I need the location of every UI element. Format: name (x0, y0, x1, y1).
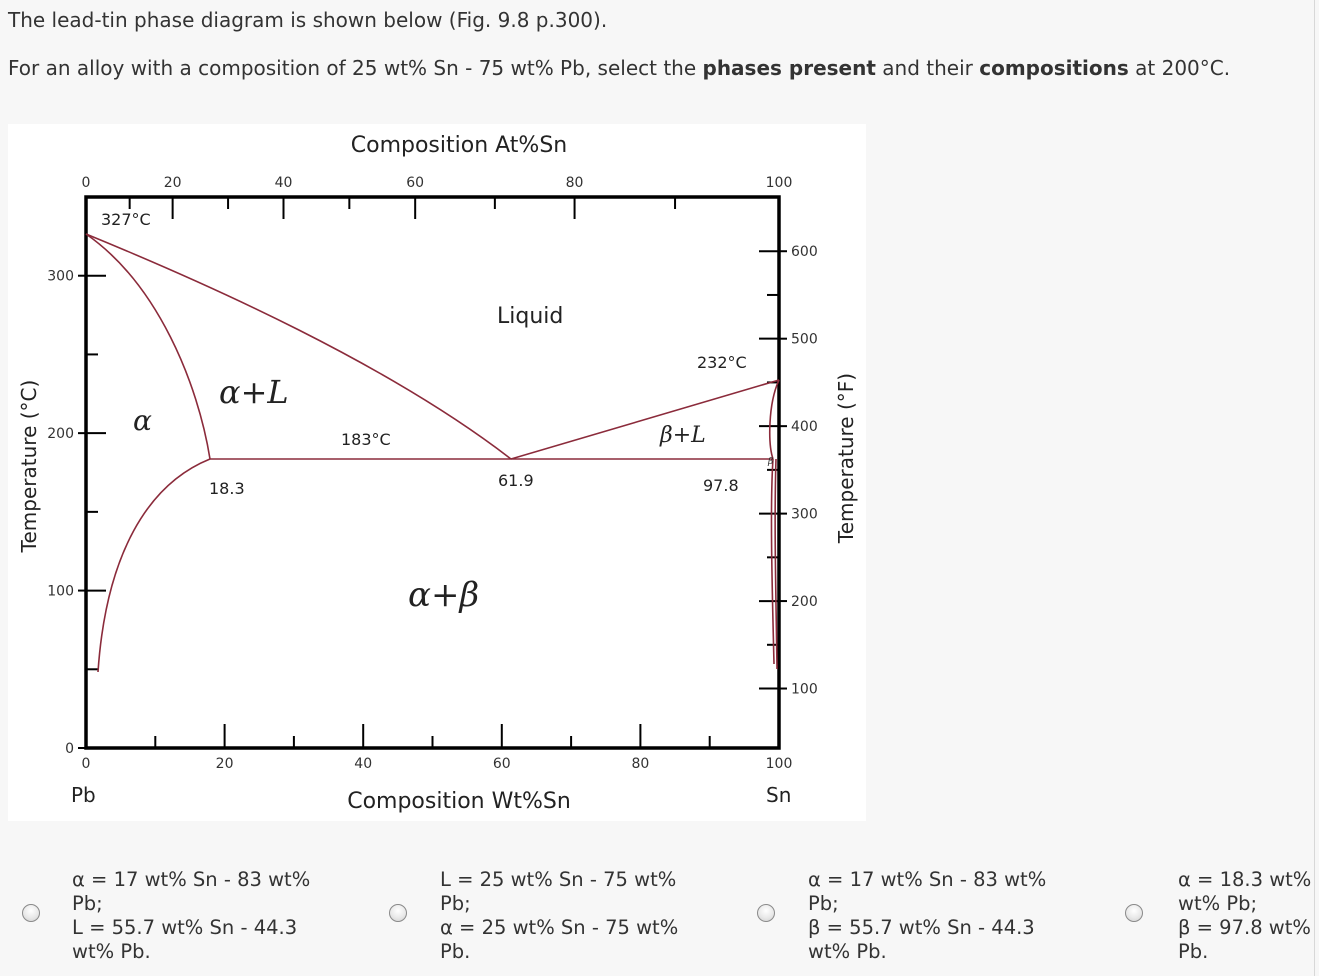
right-tick-label: 500 (791, 331, 818, 348)
alpha-max-solubility: 18.3 (209, 479, 245, 498)
right-tick-label: 600 (791, 244, 818, 261)
left-axis-title: Temperature (°C) (17, 379, 41, 553)
top-tick-label: 60 (406, 175, 425, 191)
sn-label: Sn (766, 783, 792, 807)
option-4-radio[interactable] (1125, 904, 1143, 922)
option-4-text: α = 18.3 wt% wt% Pb; β = 97.8 wt% Pb. (1178, 868, 1312, 963)
question-text-c: at 200°C. (1128, 56, 1231, 80)
left-tick-label: 300 (47, 268, 74, 285)
question-line-1: The lead-tin phase diagram is shown below (Fig. 9.8 p.300). (8, 8, 608, 32)
sn-melting-temp: 232°C (697, 353, 747, 372)
phases-present-emphasis: phases present (702, 56, 876, 80)
bottom-tick-label: 100 (765, 756, 793, 772)
phase-diagram-svg (8, 124, 866, 821)
axis-ticks (47, 175, 817, 772)
option-3-text: α = 17 wt% Sn - 83 wt% Pb; β = 55.7 wt% Sn - 44.3 wt% Pb. (808, 868, 1047, 963)
region-liquid: Liquid (497, 304, 564, 329)
eutectic-temperature: 183°C (341, 430, 391, 449)
solvus-beta (771, 459, 774, 664)
question-line-2 (8, 56, 1230, 80)
question-text-a: For an alloy with a composition of 25 wt% Sn - 75 wt% Pb, select the (8, 56, 703, 80)
region-beta: β (768, 457, 774, 467)
right-tick-label: 100 (791, 681, 818, 698)
option-1-text: α = 17 wt% Sn - 83 wt% Pb; L = 55.7 wt% Sn - 44.3 wt% Pb. (72, 868, 311, 963)
left-tick-label: 200 (47, 426, 74, 443)
option-2-text: L = 25 wt% Sn - 75 wt% Pb; α = 25 wt% Sn - 75 wt% Pb. (440, 868, 679, 963)
right-tick-label: 300 (791, 506, 818, 523)
top-tick-label: 40 (274, 175, 293, 191)
top-tick-label: 20 (163, 175, 182, 191)
right-tick-label: 200 (791, 594, 818, 611)
right-axis-title: Temperature (°F) (834, 372, 858, 544)
pb-label: Pb (71, 783, 96, 807)
eutectic-composition: 61.9 (498, 471, 534, 490)
phase-diagram-figure (8, 124, 866, 821)
pb-melting-temp: 327°C (101, 210, 151, 229)
region-alpha: α (133, 404, 152, 437)
top-axis-title: Composition At%Sn (350, 133, 568, 158)
region-beta-plus-liquid: β+L (660, 423, 706, 448)
top-tick-label: 80 (565, 175, 584, 191)
region-alpha-plus-liquid: α+L (219, 373, 289, 411)
plot-frame (86, 197, 779, 748)
bottom-tick-label: 20 (215, 756, 234, 772)
bottom-tick-label: 40 (354, 756, 373, 772)
left-tick-label: 100 (47, 583, 74, 600)
top-tick-label: 0 (81, 175, 91, 191)
top-tick-label: 100 (765, 175, 793, 191)
region-alpha-plus-beta: α+β (408, 575, 480, 615)
liquidus-right (511, 380, 779, 459)
right-tick-label: 400 (791, 419, 818, 436)
beta-max-solubility: 97.8 (703, 476, 739, 495)
solvus-beta-inner (775, 459, 777, 669)
bottom-tick-label: 60 (492, 756, 511, 772)
panel-divider (1314, 0, 1315, 976)
solvus-alpha (98, 459, 210, 672)
option-3-radio[interactable] (757, 904, 775, 922)
bottom-tick-label: 0 (81, 756, 91, 772)
option-1-radio[interactable] (22, 904, 40, 922)
left-tick-label: 0 (65, 741, 74, 757)
question-text-b: and their (875, 56, 980, 80)
bottom-axis-title: Composition Wt%Sn (347, 789, 571, 814)
bottom-tick-label: 80 (631, 756, 650, 772)
compositions-emphasis: compositions (979, 56, 1129, 80)
option-2-radio[interactable] (389, 904, 407, 922)
